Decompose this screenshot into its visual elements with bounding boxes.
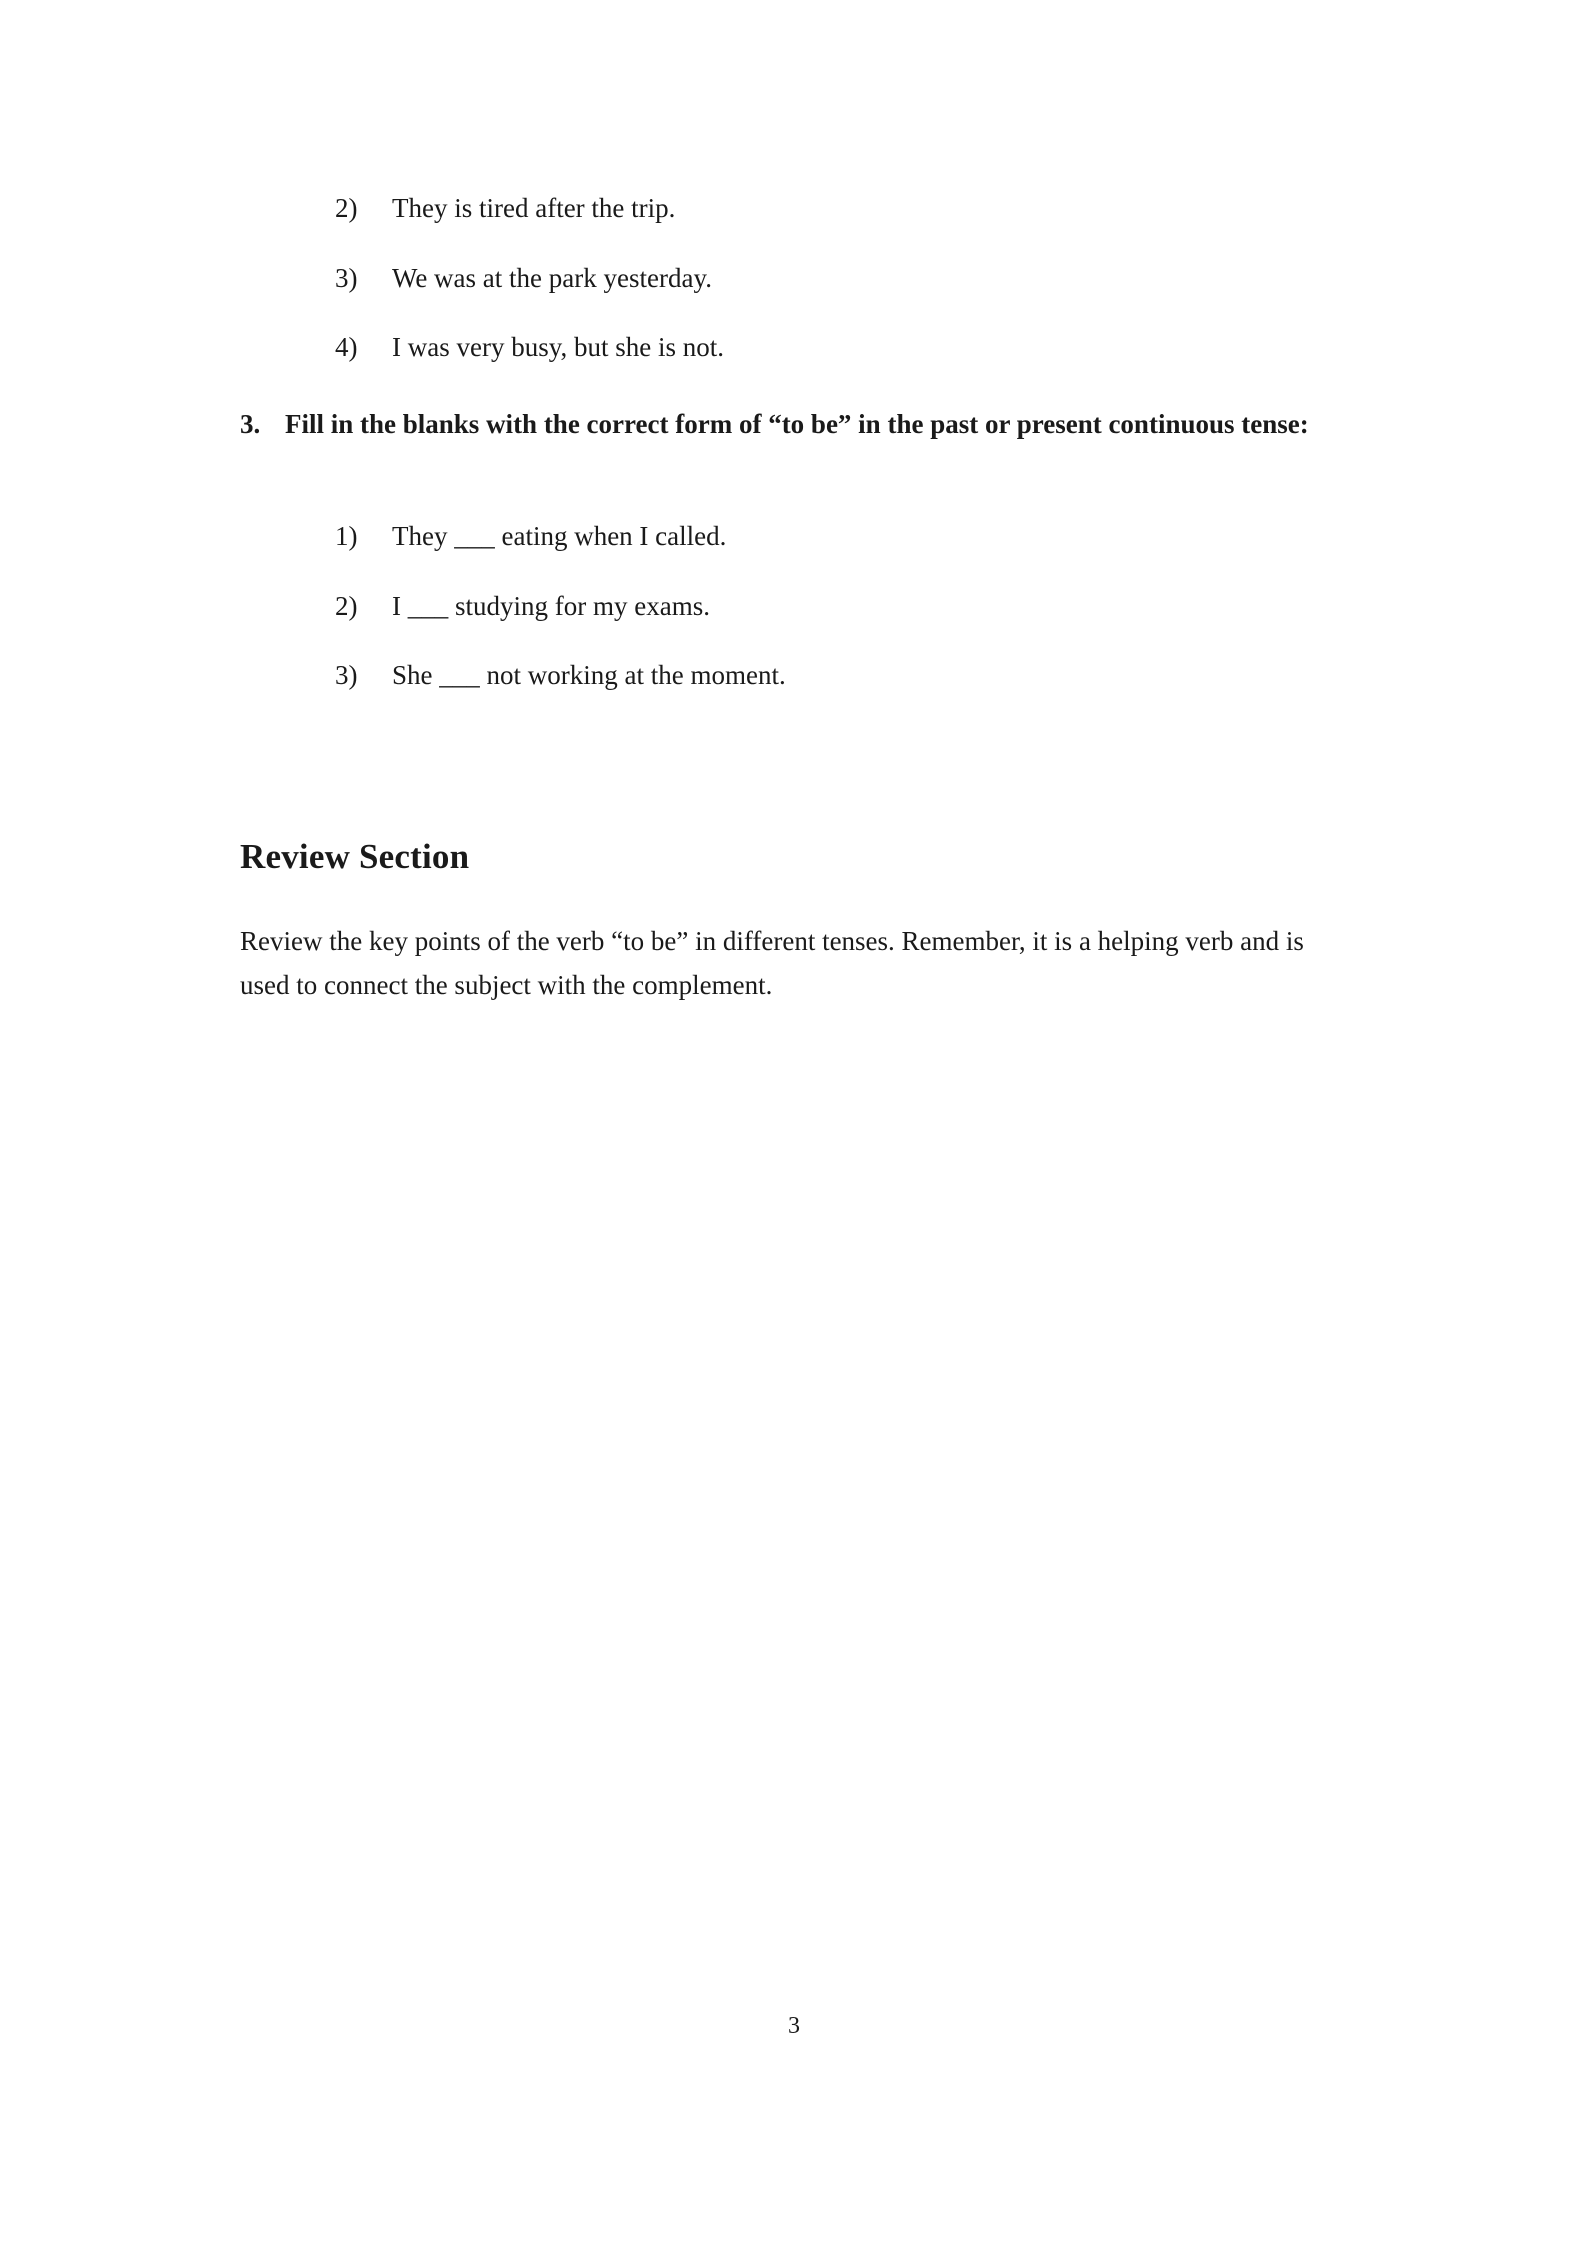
list-item-text: I was very busy, but she is not.: [392, 332, 724, 363]
list-item-text: They ___ eating when I called.: [392, 521, 727, 551]
review-section-heading: Review Section: [240, 837, 470, 877]
list-item-marker: 1): [335, 521, 358, 551]
page-number-footer: 3: [788, 2013, 800, 2039]
list-item-text: We was at the park yesterday.: [392, 262, 712, 293]
continuing-list: [240, 190, 1332, 399]
list-item-text: They is tired after the trip.: [392, 193, 676, 223]
list-item-marker: 3): [335, 660, 358, 691]
fill-in-blanks-list: [240, 518, 1332, 727]
list-item: [240, 329, 1332, 366]
list-item-marker: 3): [335, 262, 358, 293]
list-item-text: I ___ studying for my exams.: [392, 590, 710, 621]
list-item: [240, 588, 1332, 625]
review-section-body: Review the key points of the verb “to be” in different tenses. Remember, it is a helping verb and is used to connect the subject with the complement.: [240, 926, 1304, 1000]
list-item-marker: 2): [335, 193, 358, 223]
list-item: [240, 518, 1332, 555]
task-instruction-text: Fill in the blanks with the correct form of “to be” in the past or present continuous tense:: [285, 409, 1309, 439]
list-item-marker: 2): [335, 590, 358, 621]
list-item: [240, 260, 1332, 297]
list-item: [240, 657, 1332, 694]
list-item-marker: 4): [335, 332, 358, 363]
task-marker: 3.: [240, 409, 261, 439]
task-instruction: [240, 403, 1332, 447]
list-item-text: She ___ not working at the moment.: [392, 660, 786, 691]
list-item: [240, 190, 1332, 227]
